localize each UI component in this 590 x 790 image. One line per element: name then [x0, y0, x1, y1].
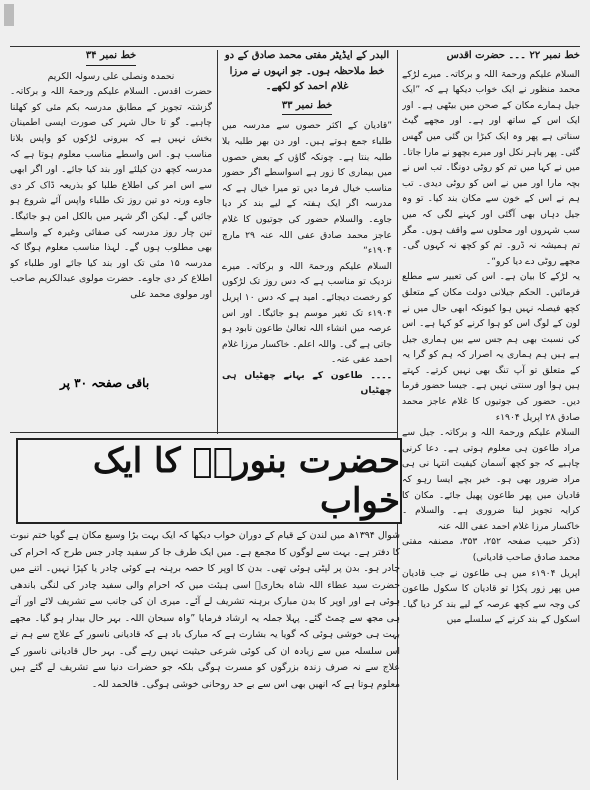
right-column: [402, 48, 580, 778]
left-column-subheading: نحمدہ ونصلی علی رسولہ الکریم: [47, 70, 175, 82]
middle-column-subheading: [222, 98, 392, 116]
left-column-heading: [10, 48, 212, 66]
left-column-paragraph: حضرت اقدس۔ السلام علیکم ورحمۃ اللہ و برکاتہ۔ گزشتہ تجویز کے مطابق مدرسہ بکم مئی کو کھلنا چاہیے۔ گو تا حال شہر کی صورت ایسی اطمینان بخش نہیں ہے کہ بیرونی لڑکوں کو واپس بلانا مناسب ہو۔ اس واسطے مناسب معلوم ہوتا ہے کہ مدرسہ کچھ دن کیلئے اور بند کیا جائے۔ اور اگر ابھی سے اس امر کی اطلاع طلبا کو بذریعہ ڈاک کر دی جاوے ورنہ دو تین روز تک طلباء واپس آئے شروع ہو جائیں گے۔ لیکن اگر شہر میں بالکل امن ہو جائیگا۔ تین چار روز مدرسہ کی صفائی وغیرہ کے واسطے بھی مطلوب ہوں گے۔ لہذا مناسب معلوم ہوگا کہ مدرسہ ۱۵ مئی تک اور بند کیا جائے اور طلباء کو اطلاع کر دی جاوے۔ حضرت مولوی عبدالکریم صاحب اور مولوی محمد علی: [10, 86, 212, 300]
page-corner-shadow: [4, 4, 14, 26]
headline-title: حضرت بنوریؒ کا ایک خواب: [92, 441, 400, 521]
dream-story: [10, 528, 400, 783]
column-divider-left: [217, 50, 218, 434]
top-rule: [10, 46, 580, 47]
letter-number: خط نمبر ۳۴: [86, 48, 137, 66]
letter-number: خط نمبر ۳۳: [282, 98, 333, 116]
story-paragraph: شوال ۱۳۹۴ھ میں لندن کے قیام کے دوران خواب دیکھا کہ ایک بہت بڑا وسیع مکان ہے گویا ختم نبوت کا دفتر ہے۔ بہت سے لوگوں کا مجمع ہے۔ میں ایک طرف جا کر سفید چادر جس طرح کہ احرام کی چادر ہو۔ بدن پر لپٹی ہوئی تھی۔ بدن کا اوپر کا حصہ برہنہ ہے کوئی چادر یا کپڑا نہیں۔ اتنے میں حضرت سید عطاء اللہ شاہ بخاریؒ اسی ہیئت میں کہ احرام والی سفید چادر کی لنگی باندھی ہوئی ہے اور اوپر کا بدن مبارک برہنہ تشریف لے آئے۔ میری ان کی جانب سے تشریف لائے اور آتے ہی مجھ سے چمٹ گئے۔ پہلا جملہ یہ ارشاد فرمایا ”واہ سبحان اللہ۔ بہر حال بیدار ہو گیا۔ مجھے بہت ہی خوشی ہوئی کہ گویا یہ بشارت ہے کہ مبارک باد ہے کہ قادیانی ناسور کے علاج سے ہم نے اس سلسلہ میں سے زیادہ ان کی کوئی شرعی حیثیت نہیں رہے گی۔ بہر حال قادیانی ناسور کے علاج سے نہ صرف زندہ بزرگوں کو مسرت ہوگی بلکہ جو حضرات دنیا سے تشریف لے گئے ہیں معلوم ہوتا ہے کہ انھیں بھی اس سے بے حد روحانی خوشی ہوگی۔ فالحمد للہ۔: [10, 530, 400, 690]
right-column-heading: خط نمبر ۲۲ ۔۔۔ حضرت اقدس: [446, 50, 580, 61]
middle-column-heading: البدر کے ایڈیٹر مفتی محمد صادق کے دو خط ملاحظہ ہوں۔ جو انہوں نے مرزا غلام احمد کو لکھے۔: [224, 50, 390, 93]
right-column-reference: (ذکر حبیب صفحہ ۲۵۲، ۳۵۳، مصنفہ مفتی محمد صادق صاحب قادیانی): [402, 536, 580, 563]
middle-column-caption: ۔۔۔۔ طاعون کے بہانے چھٹیاں ہی چھٹیاں: [222, 369, 392, 397]
right-column-paragraph: اپریل ۱۹۰۴ء میں ہی طاعون نے جب قادیان میں پھر زور پکڑا تو قادیان کا سکول طاعون کی وجہ سے کچھ عرصہ کے لیے بند کر دیا گیا۔ اسکول کے بند کرنے کے سلسلے میں: [402, 567, 580, 626]
right-column-paragraph: السلام علیکم ورحمۃ اللہ و برکاتہ۔ جیل سے مراد طاعون ہی معلوم ہوتی ہے۔ دعا کرنی چاہیے کہ جو کچھ آسمان کیفیت انتہا نی ہی مراد ضرور بھی ہو۔ خیر بچے ایسا رہو کہ قادیان میں پھر طاعون پھیل جائے۔ مکان کا کرایہ تجویز لینا ضروری ہے۔ والسلام ۔ خاکسار مرزا غلام احمد عفی اللہ عنہ: [402, 427, 580, 532]
right-column-paragraph: یہ لڑکے کا بیان ہے۔ اس کی تعبیر سے مطلع فرمائیں۔ الحکم جیلانی دولت مکان کے متعلق کچھ فیصلہ نہیں ہوا کیونکہ ابھی حال میں نے لون کے لوگ اس کو ہوا کرنے کو کہا ہے۔ اس کی نسبت بھی ہم جس سے بیں ہماری جیل ہے ہیں ہم ہماری یہ اصرار کہ ہم کو گرا یہ کے متعلق تو آپ تنگ بھی نہیں کرتے۔ کہتے ہیں ہوا اور سنتی نہیں ہے۔ جیسا حضور فرما دیں۔ حضور کی جوتیوں کا غلام عاجز محمد صادق ۲۸ اپریل ۱۹۰۴ء: [402, 271, 580, 423]
middle-column-paragraph: السلام علیکم ورحمۃ اللہ و برکاتہ۔ میرے نزدیک تو مناسب ہے کہ دس روز تک لڑکوں کو رخصت دیجائے۔ امید ہے کہ دس ۱۰ اپریل ۱۹۰۴ء تک تغیر موسم ہو جائیگا۔ اور اس عرصہ میں انشاء اللہ تعالیٰ طاعون نابود ہو جاتی ہے گی۔ واللہ اعلم۔ خاکسار مرزا غلام احمد عفی عنہ۔: [222, 260, 392, 366]
left-column: [10, 48, 212, 383]
middle-column-paragraph: ”قادیان کے اکثر حصوں سے مدرسہ میں طلباء جمع ہوتے ہیں۔ اور دن بھر طلبہ بلا طلبہ بنتا ہے۔ چونکہ گاؤں کے بعض حصوں میں بیماری کا زور ہے اسواسطے اگر حضور مناسب خیال فرما دیں تو میرا خیال ہے کہ مدرسہ اگر ایک ہفتہ کے لیے بند کر دیا جاوے۔ والسلام حضور کی جوتیوں کا غلام عاجز محمد صادق عفی اللہ عنہ ۲۹ مارچ ۱۹۰۴ء“: [222, 120, 392, 257]
middle-column: [222, 48, 392, 438]
continued-note: باقی صفحہ ۳۰ پر: [60, 376, 150, 390]
right-column-paragraph: السلام علیکم ورحمۃ اللہ و برکاتہ۔ میرے لڑکے محمد منظور نے ایک خواب دیکھا ہے کہ ”ایک جیل ہمارے مکان کے صحن میں بیٹھی ہے۔ اور ایک اس کے ساتھ اور ہے۔ اور مجھے گیٹ سناتی ہے پھر وہ ایک کبڑا بن گئی میں گھس گئی۔ پھر باہر نکل اور میرے بچھو نے مارا جاتا۔ میں نے کہا میں تم کو روٹی دونگا۔ تب اس نے بچہ مارا اور میں نے اس کو روٹی دیدی۔ تب ہم نے اس کے خون سے مکان بند کیا۔ تو وہ جیل دہاں بھی آگئی اور کہنے لگی کہ میں سب شہروں اور محلوں سے واقف ہوں۔ مگر تم ہمیشہ نہ ڈرو۔ تم کو کچھ نہ کہوں گی۔ مجھے روٹی دے دیا کرو“۔: [402, 68, 580, 267]
headline-box: [16, 438, 402, 524]
